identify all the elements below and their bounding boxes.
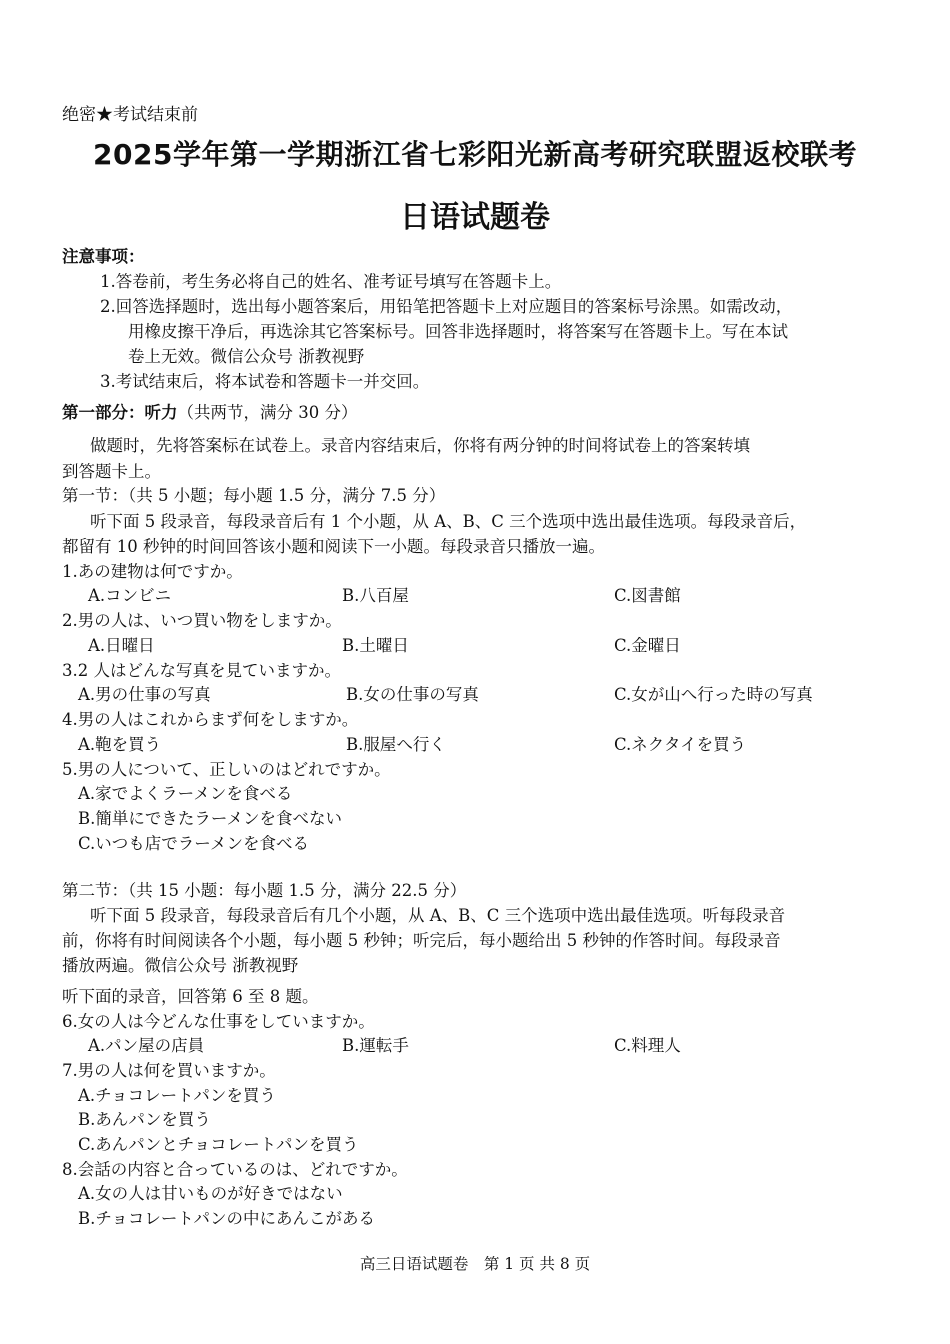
option-c: C.料理人 xyxy=(614,1036,681,1055)
notice-item: 1.答卷前，考生务必将自己的姓名、准考证号填写在答题卡上。 xyxy=(100,272,562,291)
section2-heading: 第二节：（共 15 小题：每小题 1.5 分，满分 22.5 分） xyxy=(62,881,467,900)
notice-item: 卷上无效。微信公众号 浙教视野 xyxy=(128,347,365,366)
notice-item: 3.考试结束后，将本试卷和答题卡一并交回。 xyxy=(100,372,430,391)
question-text: 1.あの建物は何ですか。 xyxy=(62,562,243,581)
option-b: B.簡単にできたラーメンを食べない xyxy=(78,809,343,828)
question-text: 8.会話の内容と合っているのは、どれですか。 xyxy=(62,1160,408,1179)
option-b: B.運転手 xyxy=(342,1036,409,1055)
section1-intro: 都留有 10 秒钟的时间回答该小题和阅读下一小题。每段录音只播放一遍。 xyxy=(62,537,605,556)
option-c: C.図書館 xyxy=(614,586,681,605)
option-b: B.土曜日 xyxy=(342,636,409,655)
question-text: 4.男の人はこれからまず何をしますか。 xyxy=(62,710,359,729)
part1-intro: 到答题卡上。 xyxy=(62,462,161,481)
part1-intro: 做题时，先将答案标在试卷上。录音内容结束后，你将有两分钟的时间将试卷上的答案转填 xyxy=(90,436,750,455)
question-text: 7.男の人は何を買いますか。 xyxy=(62,1061,276,1080)
option-b: B.あんパンを買う xyxy=(78,1110,211,1129)
option-c: C.女が山へ行った時の写真 xyxy=(614,685,813,704)
option-a: A.パン屋の店員 xyxy=(88,1036,205,1055)
option-a: A.日曜日 xyxy=(88,636,155,655)
question-text: 2.男の人は、いつ買い物をしますか。 xyxy=(62,611,342,630)
notice-heading: 注意事项： xyxy=(62,247,145,266)
question-text: 5.男の人について、正しいのはどれですか。 xyxy=(62,760,391,779)
option-b: B.八百屋 xyxy=(342,586,409,605)
notice-item: 2.回答选择题时，选出每小题答案后，用铅笔把答题卡上对应题目的答案标号涂黑。如需改动， xyxy=(100,297,793,316)
option-c: C.金曜日 xyxy=(614,636,681,655)
section2-intro: 听下面 5 段录音，每段录音后有几个小题，从 A、B、C 三个选项中选出最佳选项。听每段录音 xyxy=(90,906,786,925)
part1-heading-note: （共两节，满分 30 分） xyxy=(177,403,358,422)
option-c: C.あんパンとチョコレートパンを買う xyxy=(78,1135,359,1154)
section1-intro: 听下面 5 段录音，每段录音后有 1 个小题，从 A、B、C 三个选项中选出最佳选项。每段录音后， xyxy=(90,512,807,531)
option-c: C.いつも店でラーメンを食べる xyxy=(78,834,309,853)
section2-intro: 前，你将有时间阅读各个小题，每小题 5 秒钟；听完后，每小题给出 5 秒钟的作答时间。每段录音 xyxy=(62,931,781,950)
option-b: B.女の仕事の写真 xyxy=(346,685,479,704)
option-b: B.チョコレートパンの中にあんこがある xyxy=(78,1209,376,1228)
option-b: B.服屋へ行く xyxy=(346,735,446,754)
exam-title: 2025学年第一学期浙江省七彩阳光新高考研究联盟返校联考 xyxy=(93,138,857,171)
part1-heading-row xyxy=(62,401,358,425)
option-c: C.ネクタイを買う xyxy=(614,735,747,754)
section2-intro: 播放两遍。微信公众号 浙教视野 xyxy=(62,956,299,975)
option-a: A.男の仕事の写真 xyxy=(78,685,211,704)
option-a: A.女の人は甘いものが好きではない xyxy=(78,1184,343,1203)
exam-subtitle: 日语试题卷 xyxy=(400,200,550,235)
option-a: A.家でよくラーメンを食べる xyxy=(78,784,293,803)
part1-heading: 第一部分：听力 xyxy=(62,403,178,422)
option-a: A.コンビニ xyxy=(88,586,172,605)
question-text: 3.2 人はどんな写真を見ていますか。 xyxy=(62,661,341,680)
confidential-label: 绝密★考试结束前 xyxy=(62,105,198,125)
page-footer: 高三日语试题卷 第 1 页 共 8 页 xyxy=(359,1255,591,1273)
section1-heading: 第一节：（共 5 小题；每小题 1.5 分，满分 7.5 分） xyxy=(62,486,446,505)
option-a: A.チョコレートパンを買う xyxy=(78,1086,276,1105)
option-a: A.鞄を買う xyxy=(78,735,162,754)
section2-instruction: 听下面的录音，回答第 6 至 8 题。 xyxy=(62,987,319,1006)
notice-item: 用橡皮擦干净后，再选涂其它答案标号。回答非选择题时，将答案写在答题卡上。写在本试 xyxy=(128,322,788,341)
question-text: 6.女の人は今どんな仕事をしていますか。 xyxy=(62,1012,375,1031)
